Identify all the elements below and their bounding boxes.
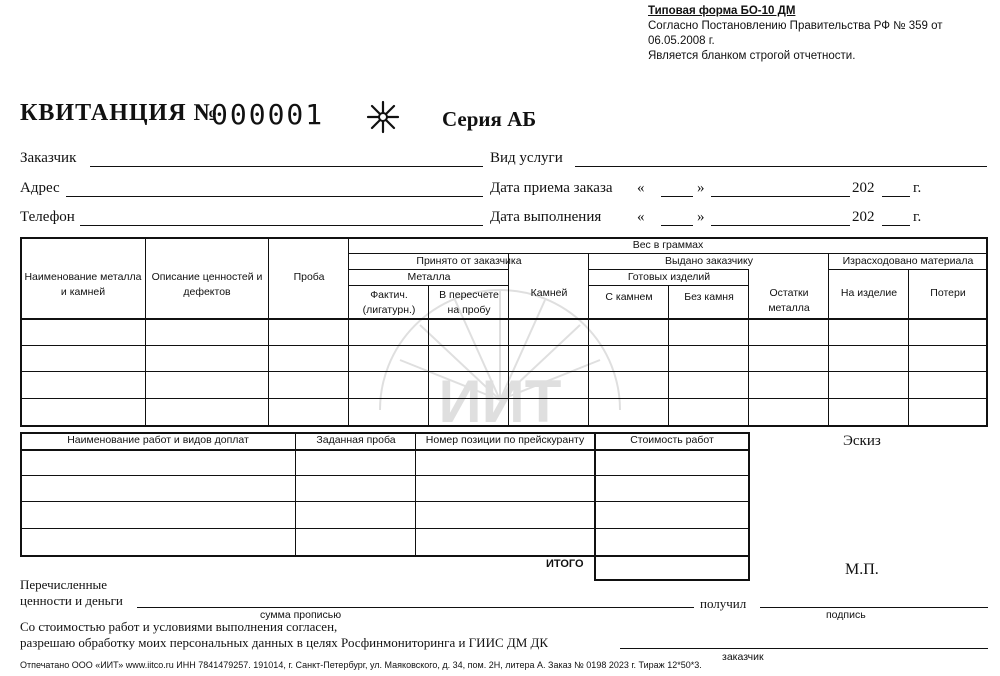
t1-weight: Вес в граммах — [632, 239, 704, 251]
t2-col-proba: Заданная проба — [316, 434, 396, 446]
t2-row-line — [20, 555, 750, 557]
t1-col-line — [428, 285, 429, 426]
t1-remaining: Остатки металла — [768, 287, 810, 314]
t1-col-line — [508, 253, 509, 426]
agree-text: Со стоимостью работ и условиями выполнения согласен, — [20, 619, 338, 634]
t1-row-line — [20, 398, 988, 399]
received-label: получил — [700, 596, 747, 611]
form-name: Типовая форма БО-10 ДМ — [648, 5, 796, 17]
t1-metal: Металла — [407, 271, 451, 283]
customer-field[interactable] — [90, 166, 483, 167]
t1-col-desc: Описание ценностей и дефектов — [151, 271, 263, 298]
t1-col-line — [588, 253, 589, 426]
agree-text-2: разрешаю обработку моих персональных данных в целях Росфинмониторинга и ГИИС ДМ ДК — [20, 635, 549, 650]
transferred-label: Перечисленные — [20, 577, 108, 592]
star-icon — [366, 100, 400, 134]
t1-header-bottom — [20, 318, 988, 320]
t1-col-line — [748, 269, 749, 426]
phone-label: Телефон — [20, 209, 75, 225]
t1-issued: Выдано заказчику — [664, 255, 754, 267]
quote-open: « — [637, 209, 645, 225]
t1-on-item: На изделие — [840, 287, 898, 299]
t1-row-line — [828, 269, 986, 270]
done-date-label: Дата выполнения — [490, 209, 602, 225]
t1-with-stone: С камнем — [605, 291, 653, 303]
t1-row-line — [348, 285, 508, 286]
phone-field[interactable] — [80, 225, 483, 226]
t2-col-works: Наименование работ и видов доплат — [67, 434, 249, 446]
received-signature-field[interactable] — [760, 607, 988, 608]
table1-bottom — [20, 425, 988, 427]
t2-col-pos: Номер позиции по прейскуранту — [425, 434, 585, 446]
t1-col-proba: Проба — [293, 271, 325, 283]
t2-total-bottom — [594, 579, 750, 581]
t2-col-line — [594, 432, 596, 580]
customer-label: Заказчик — [20, 150, 77, 166]
t2-row-line — [20, 501, 750, 502]
stamp-label: М.П. — [845, 561, 879, 578]
total-label: ИТОГО — [546, 558, 584, 570]
service-field[interactable] — [575, 166, 987, 167]
order-year-field[interactable] — [882, 196, 910, 197]
t1-fact: Фактич. (лигатурн.) — [362, 289, 416, 316]
decree-text: Согласно Постановлению Правительства РФ № 359 от 06.05.2008 г. — [648, 20, 943, 47]
year-label: 202 — [852, 209, 875, 225]
printed-by: Отпечатано ООО «ИИТ» www.iitco.ru ИНН 7841479257. 191014, г. Санкт-Петербург, ул. Маяковского, д. 34, пом. 2Н, литера А. Заказ № 0198 2023 г. Тираж 12*50*3. — [20, 660, 702, 670]
sum-words-caption: сумма прописью — [260, 609, 342, 621]
strict-text: Является бланком строгой отчетности. — [648, 50, 856, 62]
receipt-number: 000001 — [211, 98, 325, 131]
t1-received: Принято от заказчика — [416, 255, 522, 267]
receipt-series: Серия АБ — [442, 107, 537, 131]
done-year-field[interactable] — [882, 225, 910, 226]
t1-finished: Готовых изделий — [627, 271, 711, 283]
t1-stones: Камней — [530, 287, 568, 299]
t1-col-line — [668, 285, 669, 426]
t1-per-proba: В пересчете на пробу — [439, 289, 499, 316]
form-header — [648, 4, 1000, 64]
year-suffix: г. — [913, 209, 922, 225]
watermark-text: ИИТ — [438, 368, 562, 435]
t1-col-metal: Наименование металла и камней — [24, 271, 142, 298]
sum-words-field[interactable] — [137, 607, 694, 608]
t2-row-line — [20, 475, 750, 476]
done-month-field[interactable] — [711, 225, 850, 226]
t2-header-bottom — [20, 449, 750, 451]
t1-col-line — [908, 269, 909, 426]
quote-close: » — [697, 209, 705, 225]
t1-losses: Потери — [930, 287, 966, 299]
service-label: Вид услуги — [490, 150, 563, 166]
receipt-title: КВИТАНЦИЯ № — [20, 100, 219, 126]
quote-open: « — [637, 180, 645, 196]
t2-row-line — [20, 528, 750, 529]
t1-no-stone: Без камня — [684, 291, 734, 303]
order-date-label: Дата приема заказа — [490, 180, 613, 196]
address-field[interactable] — [66, 196, 483, 197]
sketch-label: Эскиз — [843, 433, 881, 449]
customer-caption: заказчик — [722, 651, 764, 663]
year-label: 202 — [852, 180, 875, 196]
t1-spent: Израсходовано материала — [842, 255, 974, 267]
quote-close: » — [697, 180, 705, 196]
t2-col-cost: Стоимость работ — [630, 434, 714, 446]
table2-right — [748, 432, 750, 580]
t1-row-line — [20, 371, 988, 372]
t1-col-line — [828, 253, 829, 426]
transferred-label-2: ценности и деньги — [20, 593, 123, 608]
signature-caption: подпись — [826, 609, 866, 621]
order-month-field[interactable] — [711, 196, 850, 197]
customer-signature-field[interactable] — [620, 648, 988, 649]
year-suffix: г. — [913, 180, 922, 196]
t1-row-line — [588, 285, 748, 286]
address-label: Адрес — [20, 180, 60, 196]
order-day-field[interactable] — [661, 196, 693, 197]
done-day-field[interactable] — [661, 225, 693, 226]
t1-row-line — [20, 345, 988, 346]
